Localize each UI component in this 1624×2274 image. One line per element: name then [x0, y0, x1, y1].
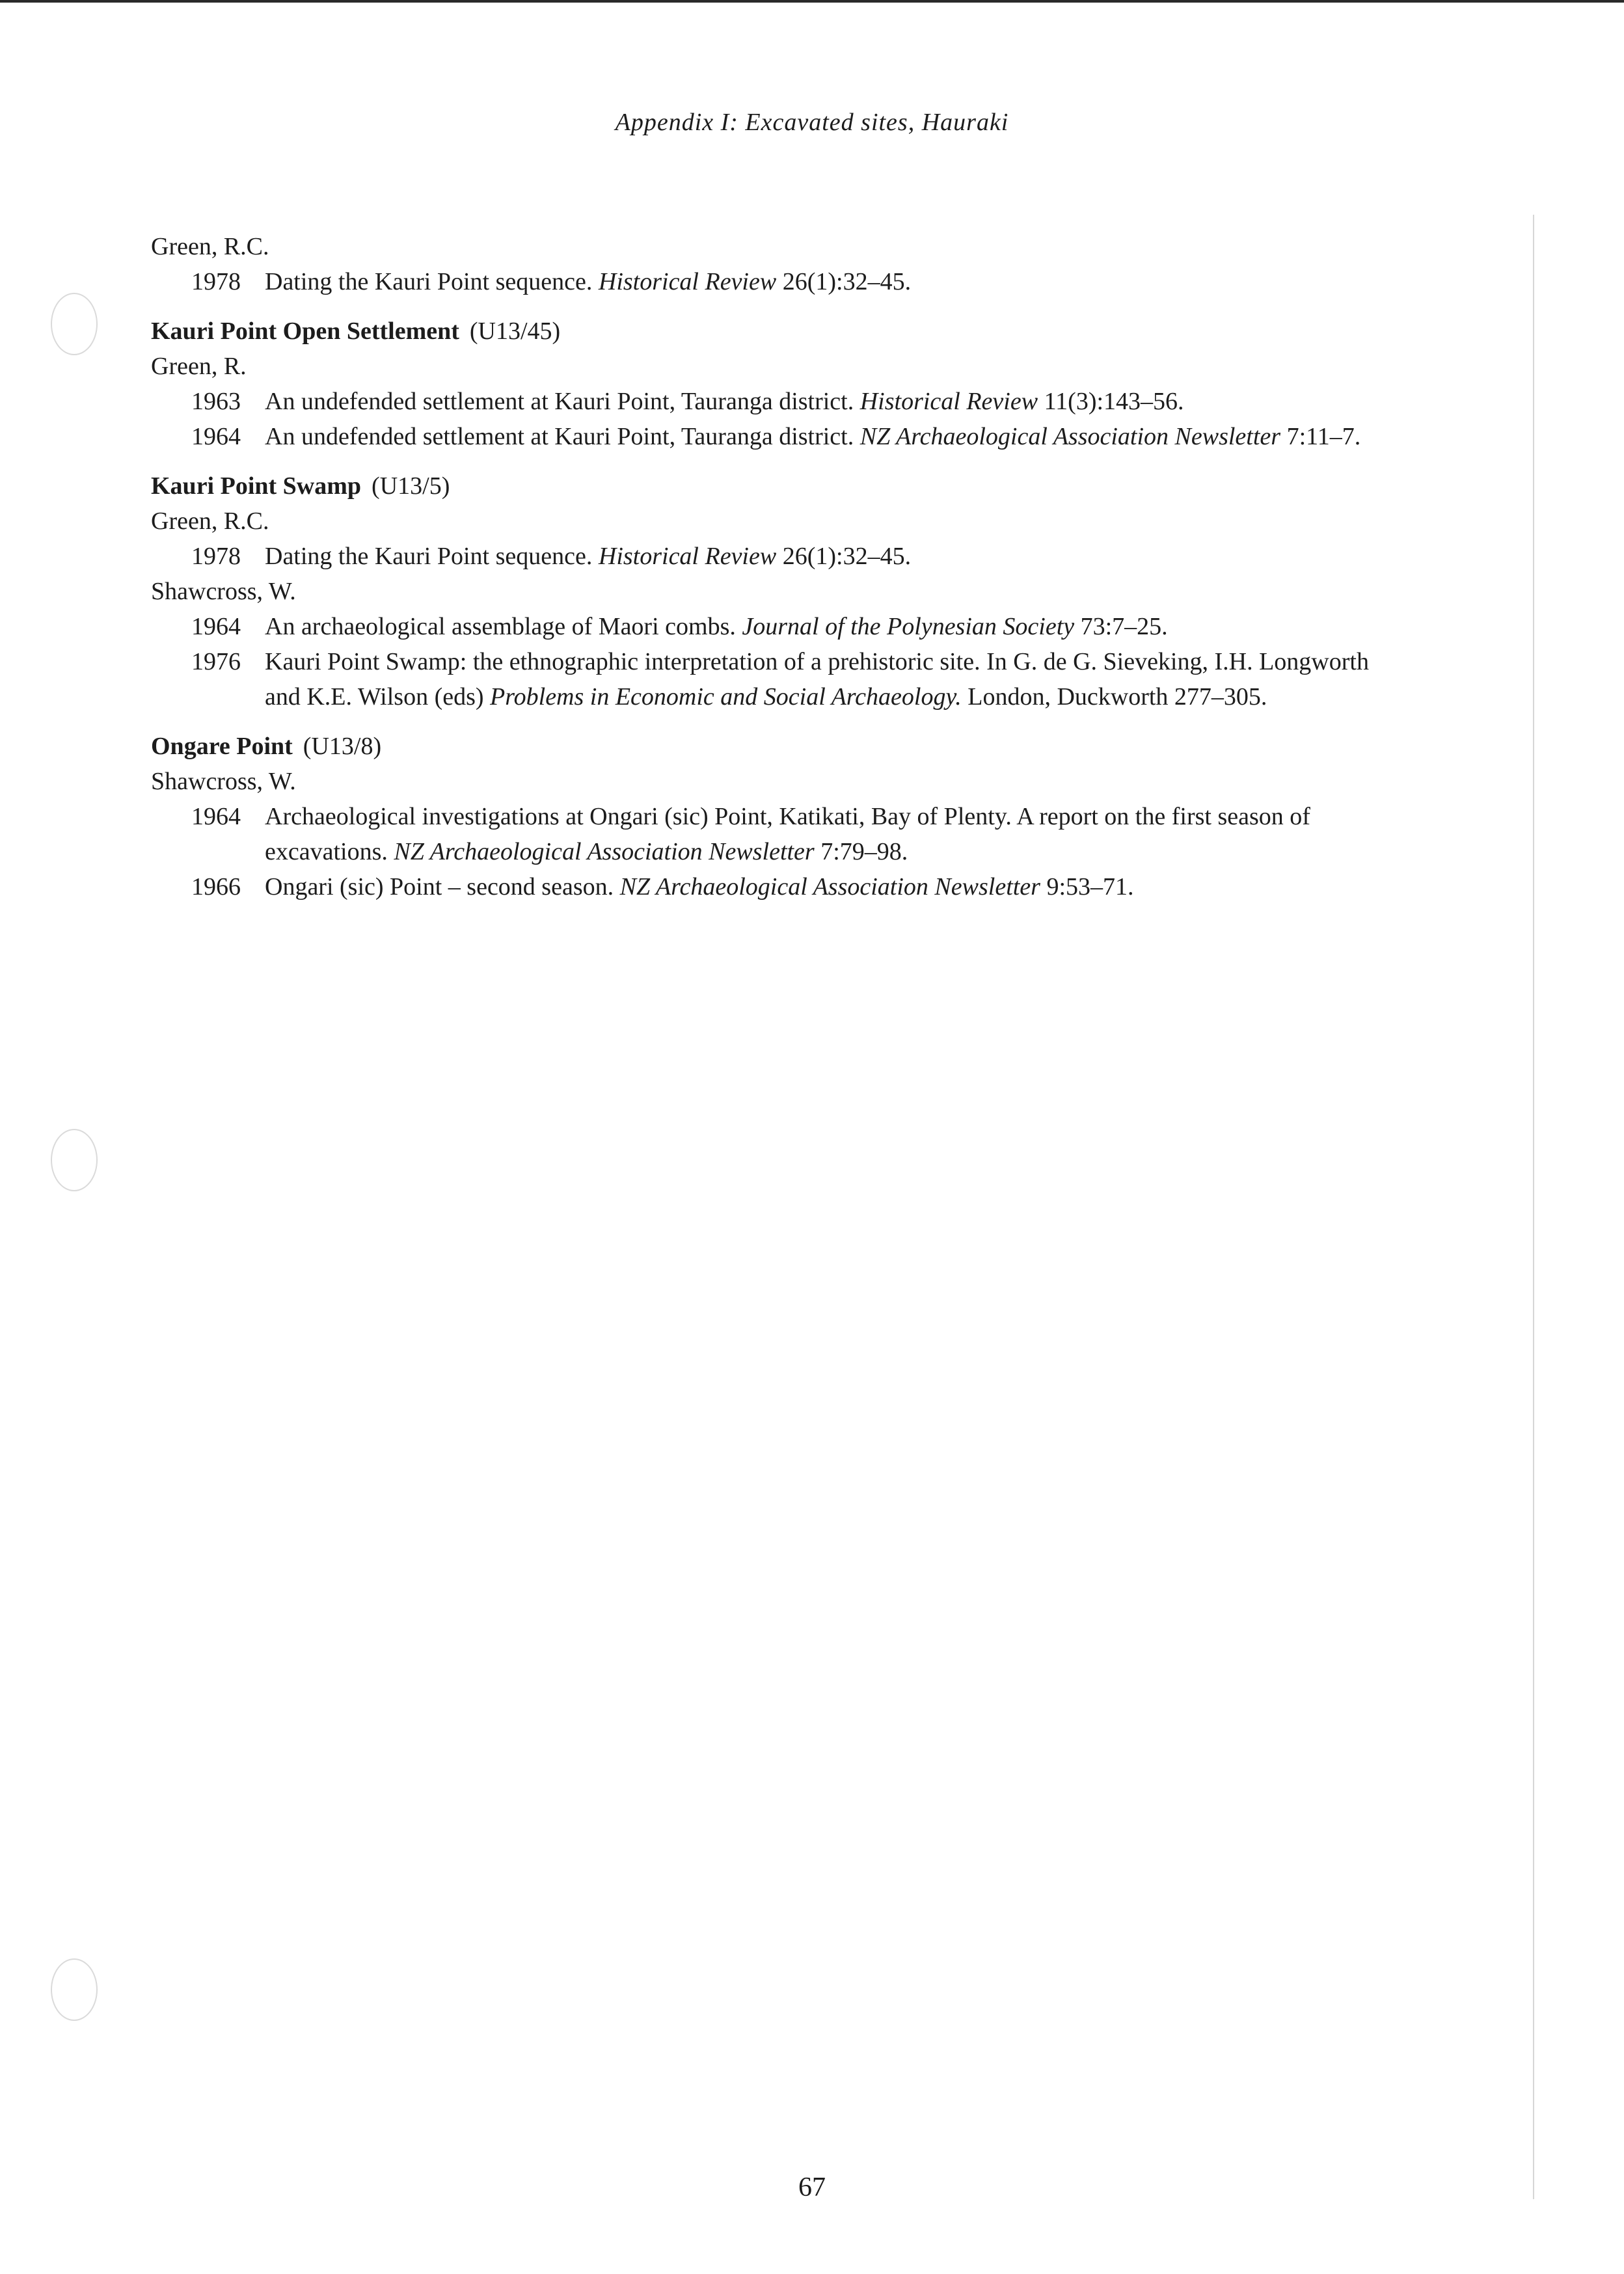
reference-title: An undefended settlement at Kauri Point, Tauranga district. [265, 388, 854, 415]
author-name: Shawcross, W. [151, 768, 296, 795]
reference-entry [151, 384, 1387, 419]
reference-title: Ongari (sic) Point – second season. [265, 873, 614, 900]
reference-entry [151, 264, 1387, 299]
reference-citation: London, Duckworth 277–305. [968, 683, 1267, 711]
site-name: Ongare Point [151, 733, 293, 760]
reference-year: 1978 [191, 543, 241, 570]
reference-year: 1964 [191, 613, 241, 640]
site-heading [151, 468, 1387, 504]
reference-year: 1964 [191, 803, 241, 830]
reference-title: An undefended settlement at Kauri Point, Tauranga district. [265, 423, 854, 450]
reference-citation: 7:11–7. [1286, 423, 1361, 450]
scan-margin-line [1533, 215, 1534, 2199]
author-name: Green, R.C. [151, 233, 269, 260]
reference-title: Kauri Point Swamp: the ethnographic interpretation of a prehistoric site. In G. de G. Sieveking, I.H. Longworth and K.E. Wilson (eds) [265, 648, 1369, 711]
site-code: (U13/5) [372, 472, 450, 500]
site-heading [151, 314, 1387, 349]
reference-journal: Historical Review [859, 388, 1038, 415]
reference-entry [151, 609, 1387, 644]
site-code: (U13/8) [303, 733, 382, 760]
author-name: Shawcross, W. [151, 578, 296, 605]
site-section [151, 314, 1387, 454]
reference-year: 1964 [191, 423, 241, 450]
reference-citation: 9:53–71. [1046, 873, 1134, 900]
reference-citation: 11(3):143–56. [1044, 388, 1184, 415]
page-number: 67 [798, 2172, 826, 2202]
bibliography [151, 229, 1387, 904]
punch-hole-mark [51, 293, 98, 355]
reference-year: 1966 [191, 873, 241, 900]
reference-title: Dating the Kauri Point sequence. [265, 543, 593, 570]
author-name: Green, R. [151, 353, 247, 380]
punch-hole-mark [51, 1958, 98, 2021]
reference-entry [151, 539, 1387, 574]
page-top-border [0, 0, 1624, 3]
reference-citation: 26(1):32–45. [782, 543, 912, 570]
site-section [151, 468, 1387, 714]
site-heading [151, 729, 1387, 764]
reference-year: 1976 [191, 648, 241, 675]
reference-entry [151, 419, 1387, 454]
reference-journal: Journal of the Polynesian Society [742, 613, 1075, 640]
site-section [151, 729, 1387, 904]
punch-hole-mark [51, 1129, 98, 1191]
author-name: Green, R.C. [151, 508, 269, 535]
reference-entry [151, 799, 1387, 869]
site-name: Kauri Point Swamp [151, 472, 362, 500]
reference-year: 1963 [191, 388, 241, 415]
site-code: (U13/45) [469, 318, 561, 345]
reference-journal: NZ Archaeological Association Newsletter [619, 873, 1040, 900]
reference-journal: Problems in Economic and Social Archaeology. [490, 683, 962, 711]
reference-citation: 7:79–98. [820, 838, 908, 865]
reference-entry [151, 644, 1387, 714]
running-header: Appendix I: Excavated sites, Hauraki [615, 109, 1009, 136]
reference-title: Dating the Kauri Point sequence. [265, 268, 593, 295]
reference-title: Archaeological investigations at Ongari (sic) Point, Katikati, Bay of Plenty. A report on the first season of excavations. [265, 803, 1310, 865]
reference-title: An archaeological assemblage of Maori combs. [265, 613, 736, 640]
reference-journal: NZ Archaeological Association Newsletter [394, 838, 815, 865]
reference-citation: 73:7–25. [1080, 613, 1168, 640]
reference-citation: 26(1):32–45. [782, 268, 912, 295]
site-section [151, 229, 1387, 299]
reference-year: 1978 [191, 268, 241, 295]
reference-journal: NZ Archaeological Association Newsletter [859, 423, 1281, 450]
reference-journal: Historical Review [598, 268, 777, 295]
reference-journal: Historical Review [598, 543, 777, 570]
site-name: Kauri Point Open Settlement [151, 318, 459, 345]
reference-entry [151, 869, 1387, 904]
